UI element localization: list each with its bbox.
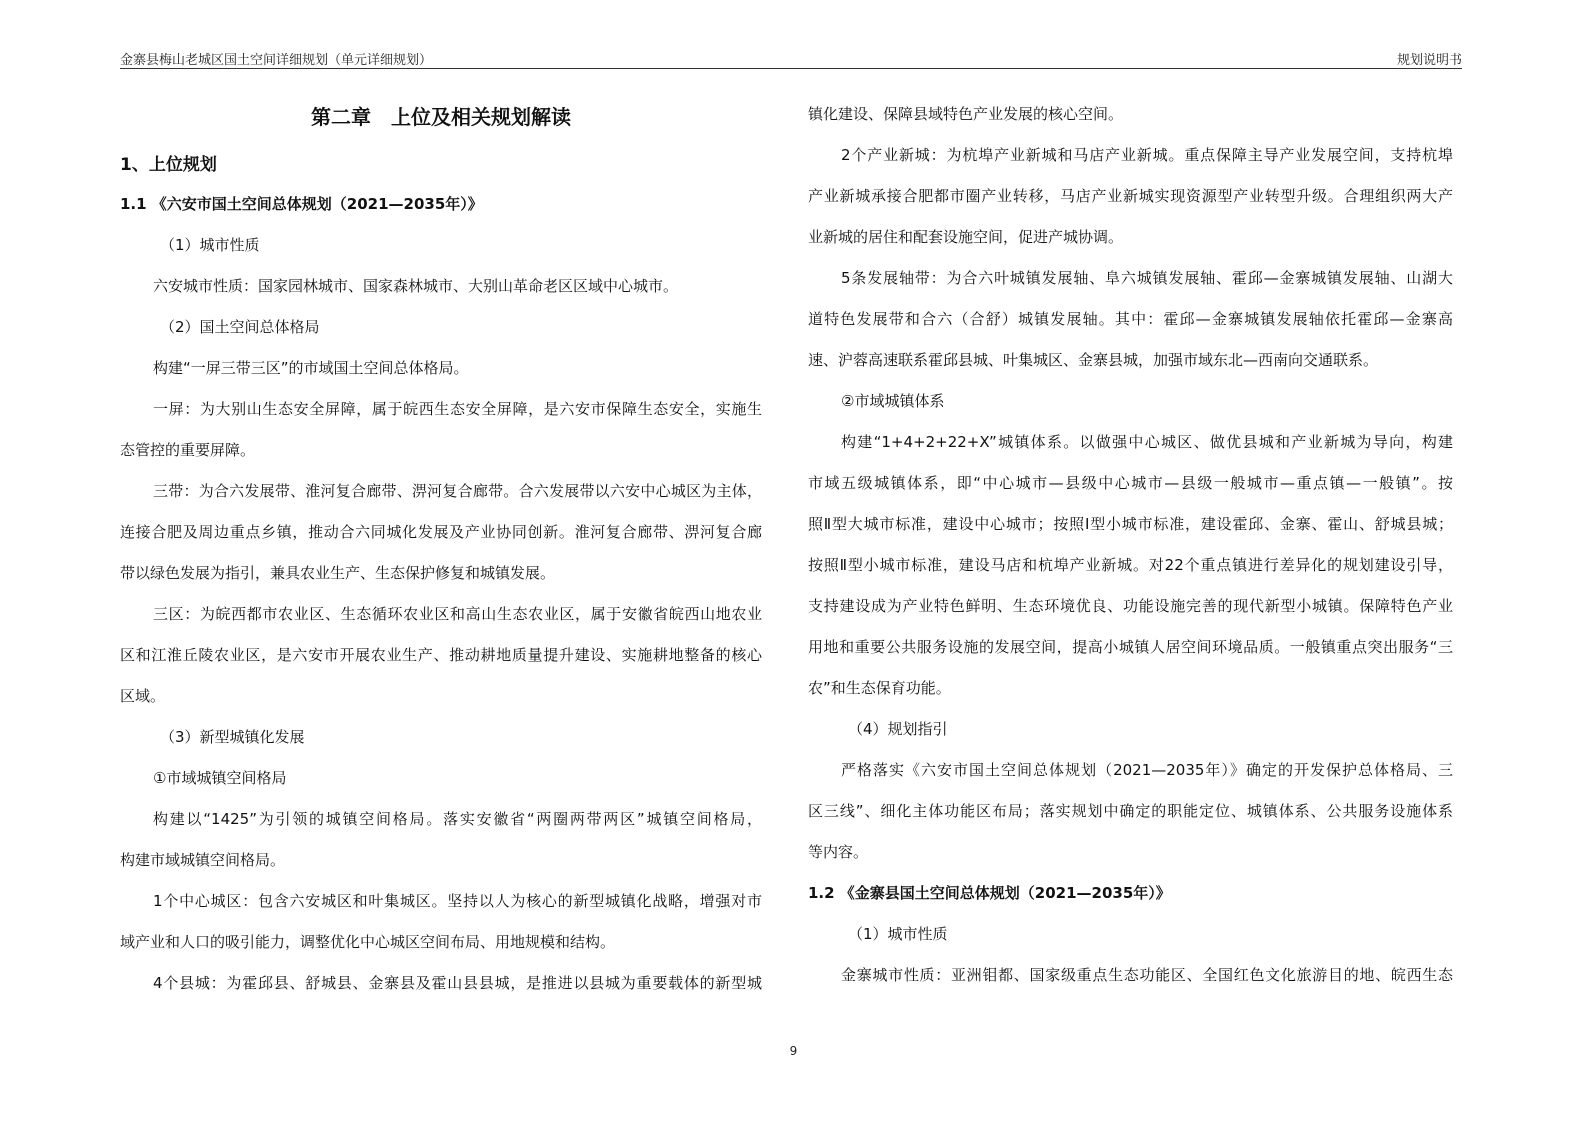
paragraph-line: 域产业和人口的吸引能力，调整优化中心城区空间布局、用地规模和结构。: [120, 933, 616, 951]
paragraph-subheading: ②市域城镇体系: [841, 392, 945, 410]
paragraph-line: 构建“1+4+2+22+X”城镇体系。以做强中心城区、做优县城和产业新城为导向，构建: [841, 433, 1453, 451]
paragraph-line: 用地和重要公共服务设施的发展空间，提高小城镇人居空间环境品质。一般镇重点突出服务“三: [808, 638, 1453, 656]
paragraph-line: 六安城市性质：国家园林城市、国家森林城市、大别山革命老区区域中心城市。: [153, 277, 679, 295]
paragraph-line: 金寨城市性质：亚洲钼都、国家级重点生态功能区、全国红色文化旅游目的地、皖西生态: [841, 966, 1453, 984]
paragraph-line: 构建以“1425”为引领的城镇空间格局。落实安徽省“两圈两带两区”城镇空间格局，: [153, 810, 762, 828]
paragraph-line: 5条发展轴带：为合六叶城镇发展轴、阜六城镇发展轴、霍邱—金寨城镇发展轴、山湖大: [841, 269, 1453, 287]
paragraph-line: 严格落实《六安市国土空间总体规划（2021—2035年）》确定的开发保护总体格局、三: [841, 761, 1453, 779]
paragraph-line: 业新城的居住和配套设施空间，促进产城协调。: [808, 228, 1124, 246]
paragraph-heading: （1）城市性质: [160, 236, 260, 254]
right-column: [808, 94, 1453, 996]
paragraph-line: 态管控的重要屏障。: [120, 441, 256, 459]
paragraph-line: 道特色发展带和合六（合舒）城镇发展轴。其中：霍邱—金寨城镇发展轴依托霍邱—金寨高: [808, 310, 1453, 328]
paragraph-line: 照Ⅱ型大城市标准，建设中心城市；按照Ⅰ型小城市标准，建设霍邱、金寨、霍山、舒城县城；: [808, 515, 1453, 533]
paragraph-line: 支持建设成为产业特色鲜明、生态环境优良、功能设施完善的现代新型小城镇。保障特色产业: [808, 597, 1453, 615]
paragraph-line: 速、沪蓉高速联系霍邱县城、叶集城区、金寨县城，加强市域东北—西南向交通联系。: [808, 351, 1379, 369]
paragraph-line: 带以绿色发展为指引，兼具农业生产、生态保护修复和城镇发展。: [120, 564, 556, 582]
page-number: 9: [789, 1044, 798, 1058]
subsection-heading: 1.2 《金寨县国土空间总体规划（2021—2035年）》: [808, 884, 1171, 902]
paragraph-line: 连接合肥及周边重点乡镇，推动合六同城化发展及产业协同创新。淮河复合廊带、淠河复合廊: [120, 523, 762, 541]
paragraph-line: 2个产业新城：为杭埠产业新城和马店产业新城。重点保障主导产业发展空间，支持杭埠: [841, 146, 1453, 164]
page-header: [120, 48, 1462, 69]
paragraph-line: 一屏：为大别山生态安全屏障，属于皖西生态安全屏障，是六安市保障生态安全，实施生: [153, 400, 762, 418]
paragraph-line: 区域。: [120, 687, 166, 705]
paragraph-line: 区三线”、细化主体功能区布局；落实规划中确定的职能定位、城镇体系、公共服务设施体系: [808, 802, 1453, 820]
paragraph-heading: （2）国土空间总体格局: [160, 318, 320, 336]
paragraph-line: 三区：为皖西都市农业区、生态循环农业区和高山生态农业区，属于安徽省皖西山地农业: [153, 605, 762, 623]
header-document-title: 金寨县梅山老城区国土空间详细规划（单元详细规划）: [120, 53, 433, 68]
left-column: [120, 94, 762, 1004]
subsection-heading: 1.1 《六安市国土空间总体规划（2021—2035年）》: [120, 195, 483, 213]
paragraph-heading: （1）城市性质: [848, 925, 948, 943]
paragraph-line: 镇化建设、保障县域特色产业发展的核心空间。: [808, 105, 1124, 123]
paragraph-line: 产业新城承接合肥都市圈产业转移，马店产业新城实现资源型产业转型升级。合理组织两大产: [808, 187, 1453, 205]
section-heading: 1、上位规划: [120, 155, 217, 175]
paragraph-heading: （4）规划指引: [848, 720, 948, 738]
paragraph-line: 1个中心城区：包含六安城区和叶集城区。坚持以人为核心的新型城镇化战略，增强对市: [153, 892, 762, 910]
paragraph-line: 区和江淮丘陵农业区，是六安市开展农业生产、推动耕地质量提升建设、实施耕地整备的核心: [120, 646, 762, 664]
paragraph-line: 4个县城：为霍邱县、舒城县、金寨县及霍山县县城，是推进以县城为重要载体的新型城: [153, 974, 762, 992]
chapter-title: 第二章 上位及相关规划解读: [311, 105, 571, 129]
header-document-type: 规划说明书: [1396, 53, 1462, 68]
paragraph-subheading: ①市域城镇空间格局: [153, 769, 287, 787]
paragraph-line: 市域五级城镇体系，即“中心城市—县级中心城市—县级一般城市—重点镇—一般镇”。按: [808, 474, 1453, 492]
paragraph-line: 按照Ⅱ型小城市标准，建设马店和杭埠产业新城。对22个重点镇进行差异化的规划建设引导，: [808, 556, 1453, 574]
paragraph-line: 三带：为合六发展带、淮河复合廊带、淠河复合廊带。合六发展带以六安中心城区为主体，: [153, 482, 762, 500]
paragraph-line: 构建市域城镇空间格局。: [120, 851, 286, 869]
paragraph-line: 农”和生态保育功能。: [808, 679, 951, 697]
paragraph-line: 构建“一屏三带三区”的市域国土空间总体格局。: [153, 359, 469, 377]
paragraph-line: 等内容。: [808, 843, 869, 861]
paragraph-heading: （3）新型城镇化发展: [160, 728, 305, 746]
